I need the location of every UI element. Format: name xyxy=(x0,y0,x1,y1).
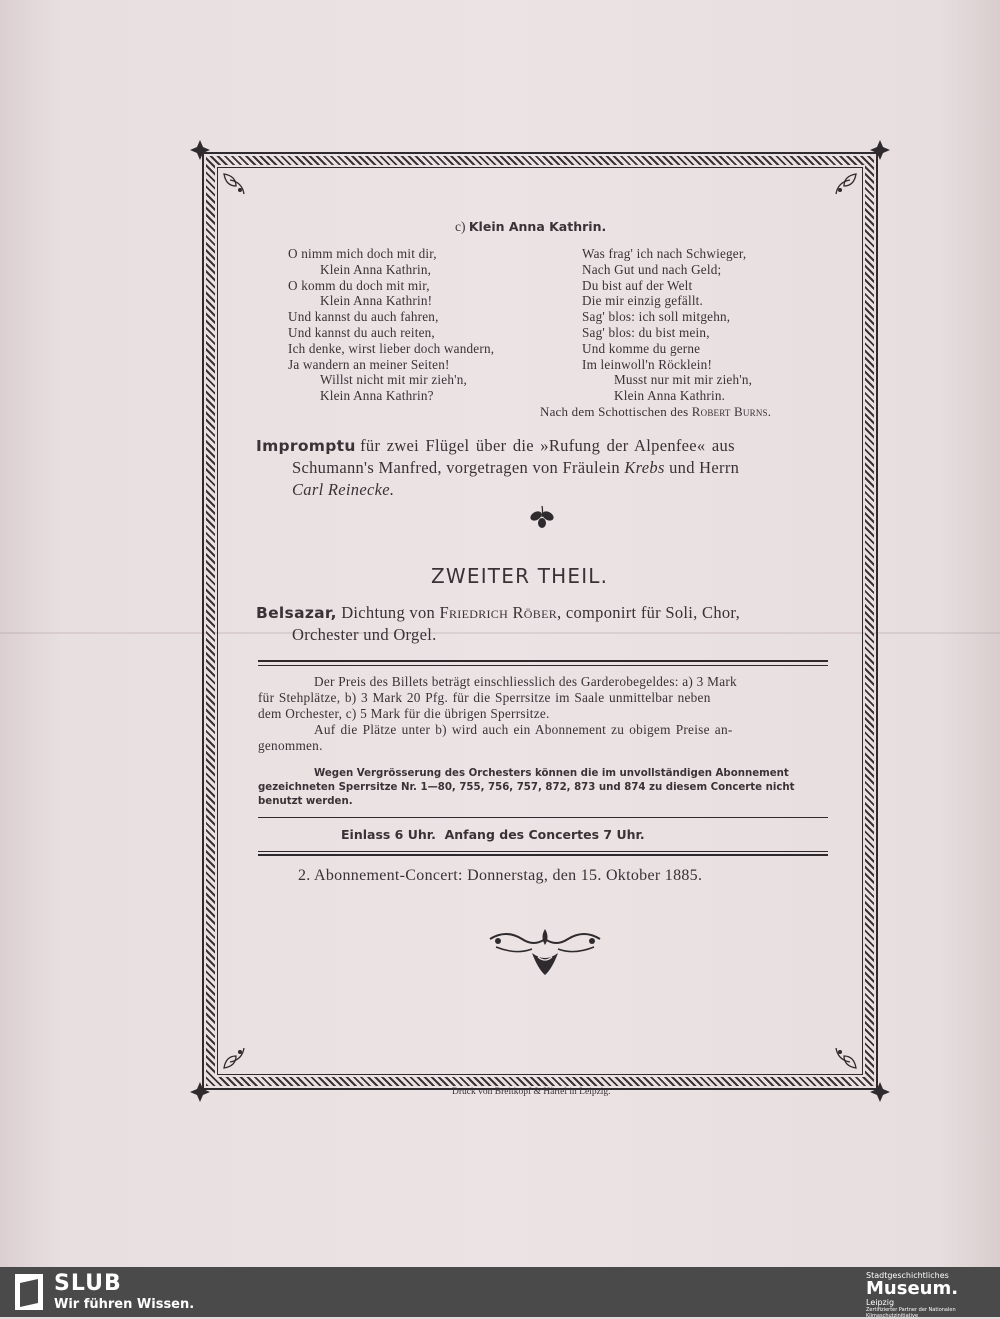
fleuron-icon xyxy=(188,1080,212,1104)
corner-ornament-icon xyxy=(222,1040,252,1070)
notice-line: benutzt werden. xyxy=(258,796,353,807)
price-line: Der Preis des Billets beträgt einschliesslich des Garderobegeldes: a) 3 Mark xyxy=(314,674,737,689)
notice-line: gezeichneten Sperrsitze Nr. 1—80, 755, 756, 757, 872, 873 und 874 zu diesem Concerte nicht xyxy=(258,782,795,793)
printer-imprint: Druck von Breitkopf & Härtel in Leipzig. xyxy=(452,1087,611,1097)
poem-line: Und kannst du auch reiten, xyxy=(288,325,435,340)
impromptu-text: für zwei Flügel über die »Rufung der Alpenfee« aus xyxy=(360,436,735,455)
leaf-ornament-icon xyxy=(527,504,557,530)
poem-line: Nach Gut und nach Geld; xyxy=(582,262,722,277)
museum-small-text: Stadtgeschichtliches xyxy=(866,1271,949,1280)
work-text: Dichtung von xyxy=(341,603,436,622)
poem-line: Im leinwoll'n Röcklein! xyxy=(582,357,713,372)
poem-line: Du bist auf der Welt xyxy=(582,278,693,293)
poem-line: Willst nicht mit mir zieh'n, xyxy=(320,372,467,387)
slub-tagline: Wir führen Wissen. xyxy=(54,1297,195,1312)
museum-note: Zertifizierter Partner der Nationalen Klimaschutzinitiative xyxy=(866,1307,956,1319)
price-line: genommen. xyxy=(258,738,323,753)
slub-logo-icon xyxy=(14,1273,44,1311)
poem-line: O nimm mich doch mit dir, xyxy=(288,246,437,261)
price-line: für Stehplätze, b) 3 Mark 20 Pfg. für die Sperrsitze im Saale unmittelbar neben xyxy=(258,690,711,705)
poet-name: Friedrich Röber, xyxy=(439,603,562,622)
price-line: dem Orchester, c) 5 Mark für die übrigen Sperrsitze. xyxy=(258,706,550,721)
song-heading xyxy=(455,219,606,235)
museum-name: Museum. xyxy=(866,1278,959,1299)
impromptu-text: und Herrn xyxy=(669,458,740,477)
fleuron-icon xyxy=(188,138,212,162)
impromptu-title: Impromptu xyxy=(256,437,356,455)
poem-line: Sag' blos: du bist mein, xyxy=(582,325,710,340)
price-line: Auf die Plätze unter b) wird auch ein Abonnement zu obigem Preise an- xyxy=(314,722,733,737)
poem-line: Die mir einzig gefällt. xyxy=(582,293,704,308)
fleuron-icon xyxy=(868,1080,892,1104)
poem-line: Klein Anna Kathrin? xyxy=(320,388,434,403)
next-concert: 2. Abonnement-Concert: Donnerstag, den 15. Oktober 1885. xyxy=(298,867,703,884)
scroll-ornament-icon xyxy=(486,925,604,981)
corner-ornament-icon xyxy=(828,172,858,202)
divider-rule xyxy=(258,665,828,666)
poem-line: Klein Anna Kathrin, xyxy=(320,262,432,277)
song-heading-prefix: c) xyxy=(455,219,466,234)
notice-line: Wegen Vergrösserung des Orchesters können die im unvollständigen Abonnement xyxy=(314,768,789,779)
museum-logo xyxy=(866,1271,986,1319)
corner-ornament-icon xyxy=(828,1040,858,1070)
attribution-prefix: Nach dem Schottischen des xyxy=(540,404,689,419)
song-title: Klein Anna Kathrin. xyxy=(468,219,607,234)
impromptu-line-3 xyxy=(292,480,394,500)
poem-line: Klein Anna Kathrin. xyxy=(614,388,726,403)
divider-rule xyxy=(258,660,828,662)
poem-line: Was frag' ich nach Schwieger, xyxy=(582,246,747,261)
section-heading: ZWEITER THEIL. xyxy=(431,564,609,588)
poem-line: Ja wandern an meiner Seiten! xyxy=(288,357,450,372)
poem-line: Sag' blos: ich soll mitgehn, xyxy=(582,309,731,324)
impromptu-line-2 xyxy=(292,458,739,478)
corner-ornament-icon xyxy=(222,172,252,202)
performer-name: Krebs xyxy=(624,458,665,477)
poem-attribution xyxy=(540,404,771,420)
slub-name: SLUB xyxy=(54,1271,122,1296)
poem-line: Klein Anna Kathrin! xyxy=(320,293,433,308)
museum-city: Leipzig xyxy=(866,1298,895,1307)
divider-rule xyxy=(258,817,828,818)
attribution-author: Robert Burns. xyxy=(691,404,772,419)
impromptu-line-1 xyxy=(256,436,735,456)
fleuron-icon xyxy=(868,138,892,162)
work-title: Belsazar, xyxy=(256,604,337,622)
poem-line: O komm du doch mit mir, xyxy=(288,278,430,293)
performer-name: Carl Reinecke. xyxy=(292,480,395,499)
poem-line: Musst nur mit mir zieh'n, xyxy=(614,372,753,387)
poem-line: Und kannst du auch fahren, xyxy=(288,309,439,324)
admission-times: Einlass 6 Uhr. Anfang des Concertes 7 Uhr. xyxy=(341,827,645,842)
belsazar-line-1 xyxy=(256,603,740,623)
footer-bar xyxy=(0,1267,1000,1317)
belsazar-line-2: Orchester und Orgel. xyxy=(292,625,437,644)
divider-rule xyxy=(258,854,828,856)
poem-line: Ich denke, wirst lieber doch wandern, xyxy=(288,341,495,356)
impromptu-text: Schumann's Manfred, vorgetragen von Fräulein xyxy=(292,458,620,477)
poem-line: Und komme du gerne xyxy=(582,341,701,356)
divider-rule xyxy=(258,851,828,852)
work-text: componirt für Soli, Chor, xyxy=(565,603,740,622)
